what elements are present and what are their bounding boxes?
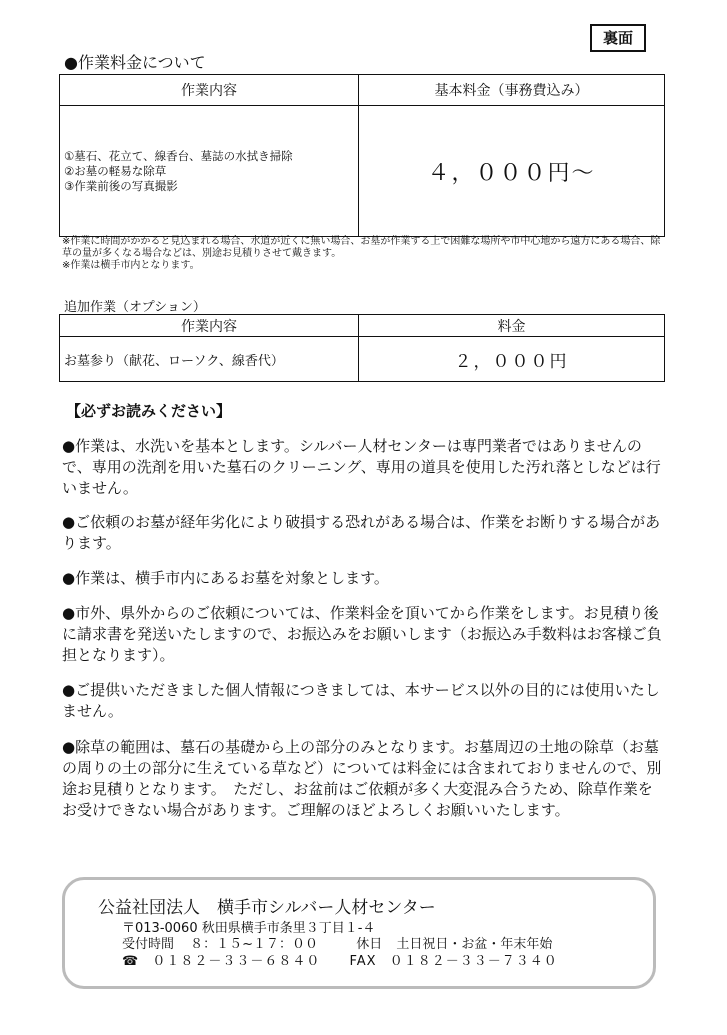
fee-note: ※作業は横手市内となります。 — [62, 260, 200, 271]
fee-work-items — [60, 106, 359, 237]
fee-price: ４，０００円～ — [359, 106, 665, 237]
option-header-work: 作業内容 — [60, 315, 359, 337]
fee-item: ②お墓の軽易な除草 — [64, 163, 167, 178]
options-table — [59, 314, 665, 382]
fee-table — [59, 74, 665, 237]
address: 〒013-0060 秋田県横手市条里３丁目１-４ — [122, 921, 376, 936]
notice-paragraph: ●ご提供いただきました個人情報につきましては、本サービス以外の目的には使用いたしません。 — [62, 681, 660, 720]
back-side-badge: 裏面 — [590, 24, 646, 52]
fee-item: ③作業前後の写真撮影 — [64, 178, 178, 193]
notice-paragraph: ●除草の範囲は、墓石の基礎から上の部分のみとなります。お墓周辺の土地の除草（お墓の周りの土の部分に生えている草など）については料金には含まれておりませんので、別途お見積りとなります。 ただし、お盆前はご依頼が多く大変混み合うため、除草作業をお受けできない場合があります。ご理解のほどよろしくお願いいたします。 — [62, 738, 662, 819]
notice-paragraph: ●作業は、水洗いを基本とします。シルバー人材センターは専門業者ではありませんので、専用の洗剤を用いた墓石のクリーニング、専用の道具を使用した汚れ落としなどは行いません。 — [62, 437, 661, 497]
phone-icon: ☎ — [122, 954, 140, 969]
fax-label: FAX — [349, 954, 377, 969]
must-read-heading: 【必ずお読みください】 — [66, 402, 232, 420]
options-title: 追加作業（オプション） — [64, 300, 206, 315]
fee-header-work: 作業内容 — [60, 75, 359, 106]
notice-paragraph: ●作業は、横手市内にあるお墓を対象とします。 — [62, 569, 389, 587]
fax-number: ０１８２－３３－７３４０ — [389, 954, 558, 969]
holiday-value: 土日祝日・お盆・年末年始 — [396, 937, 553, 952]
phone-row — [122, 950, 622, 969]
fee-note: ※作業に時間がかかると見込まれる場合、水道が近くに無い場合、お墓が作業する上で困難な場所や市中心地から遠方にある場合、除草の量が多くなる場合などは、別途お見積りさせて戴きます。 — [62, 236, 661, 259]
fee-notes — [62, 236, 662, 272]
holiday-label: 休日 — [356, 937, 383, 952]
hours-label: 受付時間 — [122, 937, 175, 952]
hours-value: ８：１５~１７：００ — [190, 937, 319, 952]
phone-number: ０１８２－３３－６８４０ — [152, 954, 321, 969]
fees-title: ●作業料金について — [64, 53, 206, 72]
notice-paragraph: ●市外、県外からのご依頼については、作業料金を頂いてから作業をします。お見積り後に請求書を発送いたしますので、お振込みをお願いします（お振込み手数料はお客様ご負担となります）。 — [62, 604, 662, 664]
fee-item: ①墓石、花立て、線香台、墓誌の水拭き掃除 — [64, 148, 293, 163]
option-price: ２，０００円 — [359, 337, 665, 382]
fee-header-fee: 基本料金（事務費込み） — [359, 75, 665, 106]
notice-paragraph: ●ご依頼のお墓が経年劣化により破損する恐れがある場合は、作業をお断りする場合があります。 — [62, 513, 661, 552]
option-header-fee: 料金 — [359, 315, 665, 337]
org-name: 公益社団法人 横手市シルバー人材センター — [98, 898, 436, 918]
option-item: お墓参り（献花、ローソク、線香代） — [60, 337, 359, 382]
